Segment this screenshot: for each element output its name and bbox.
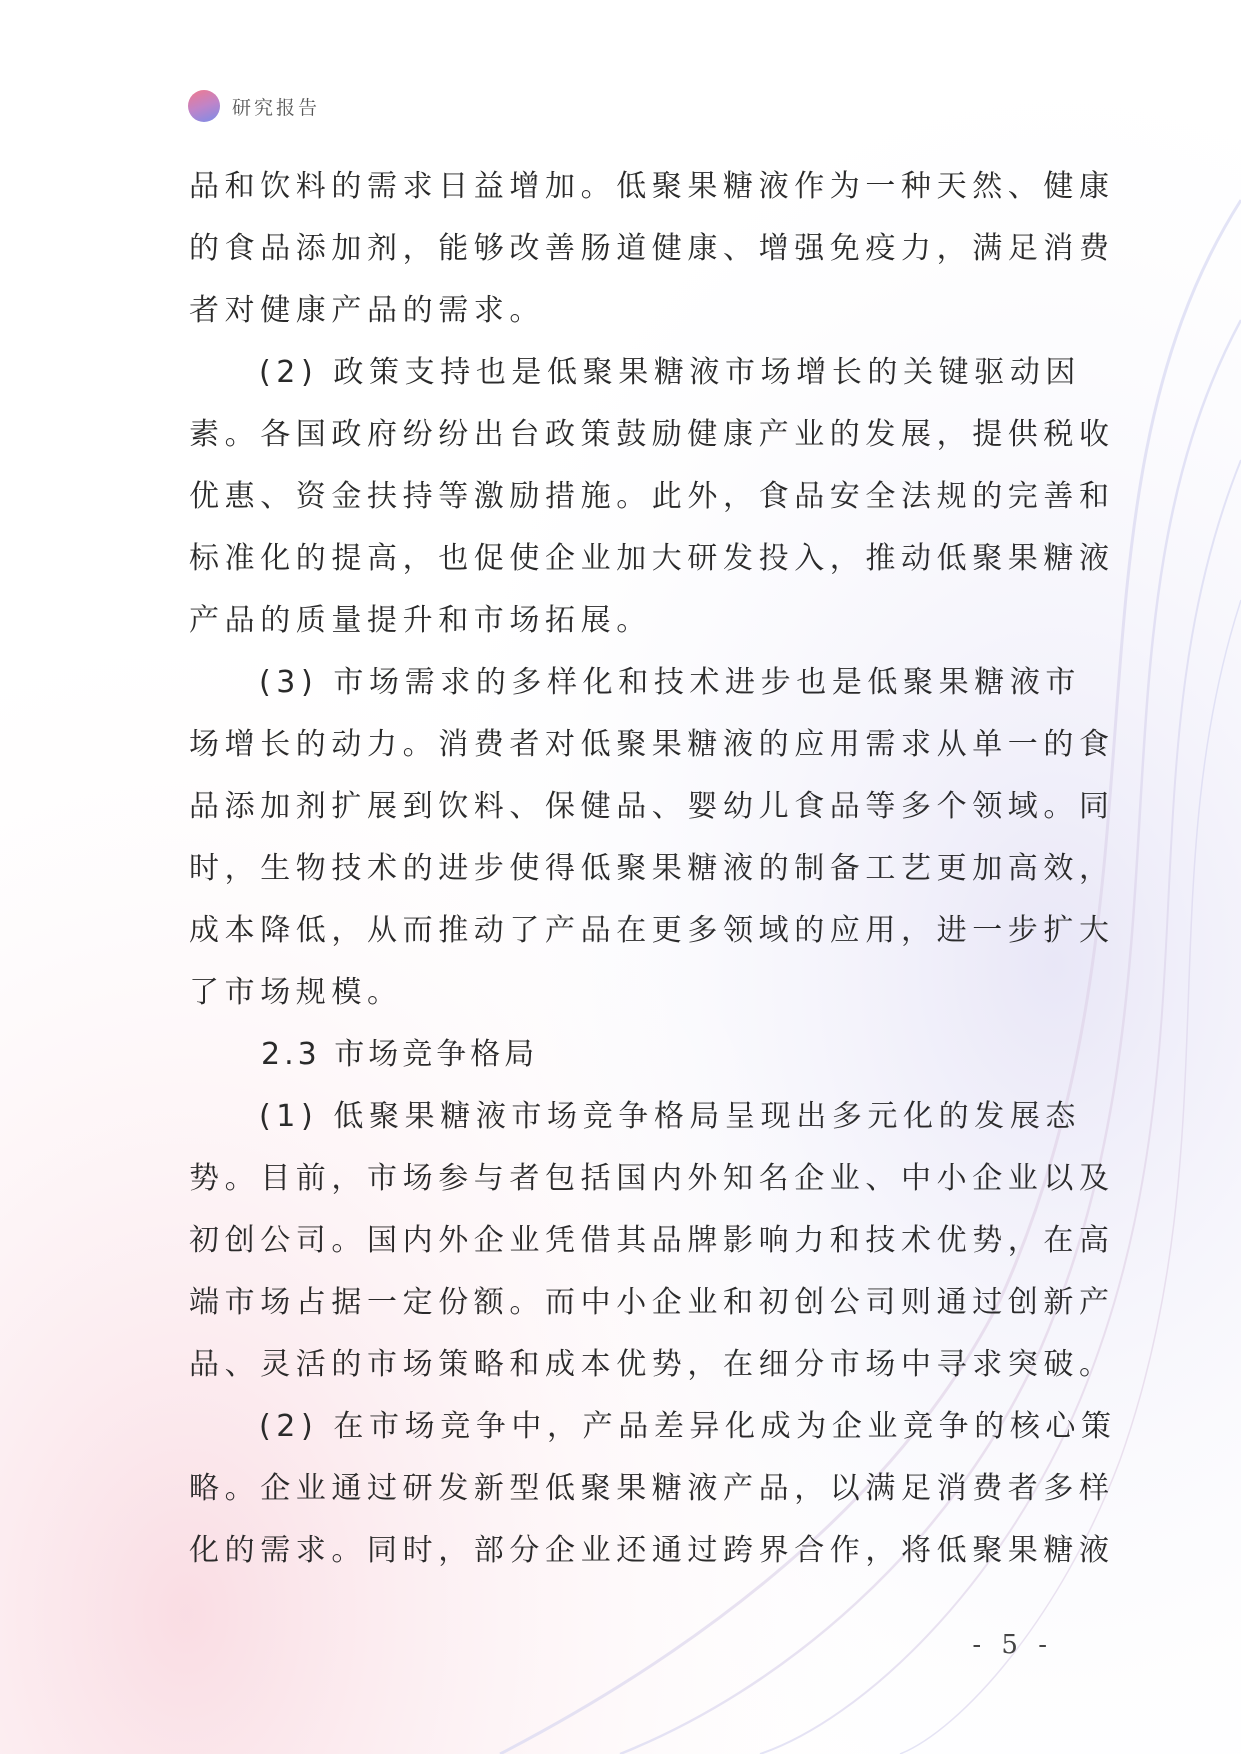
text-line: 端市场占据一定份额。而中小企业和初创公司则通过创新产 <box>189 1285 1115 1320</box>
text-line: 势。目前，市场参与者包括国内外知名企业、中小企业以及 <box>189 1161 1115 1196</box>
text-line: 产品的质量提升和市场拓展。 <box>189 603 652 638</box>
header-title: 研究报告 <box>232 96 321 119</box>
text-line: 了市场规模。 <box>189 975 403 1010</box>
report-header <box>188 88 320 124</box>
text-line: 场增长的动力。消费者对低聚果糖液的应用需求从单一的食 <box>189 727 1115 762</box>
text-line: 优惠、资金扶持等激励措施。此外，食品安全法规的完善和 <box>189 479 1115 514</box>
text-line: 素。各国政府纷纷出台政策鼓励健康产业的发展，提供税收 <box>189 417 1115 452</box>
text-line: 品添加剂扩展到饮料、保健品、婴幼儿食品等多个领域。同 <box>189 789 1115 824</box>
section-heading: 2.3 市场竞争格局 <box>261 1037 539 1072</box>
text-line: 略。企业通过研发新型低聚果糖液产品，以满足消费者多样 <box>189 1471 1115 1506</box>
text-line: 品、灵活的市场策略和成本优势，在细分市场中寻求突破。 <box>189 1347 1115 1382</box>
text-line: 时，生物技术的进步使得低聚果糖液的制备工艺更加高效， <box>189 851 1115 886</box>
text-line: (2) 政策支持也是低聚果糖液市场增长的关键驱动因 <box>259 355 1082 390</box>
text-line: (3) 市场需求的多样化和技术进步也是低聚果糖液市 <box>259 665 1082 700</box>
body-text <box>189 156 1117 1582</box>
text-line: (2) 在市场竞争中，产品差异化成为企业竞争的核心策 <box>259 1409 1117 1444</box>
text-line: 化的需求。同时，部分企业还通过跨界合作，将低聚果糖液 <box>189 1533 1115 1568</box>
text-line: 成本降低，从而推动了产品在更多领域的应用，进一步扩大 <box>189 913 1115 948</box>
text-line: 者对健康产品的需求。 <box>189 293 545 328</box>
page-number: - 5 - <box>972 1630 1053 1660</box>
text-line: (1) 低聚果糖液市场竞争格局呈现出多元化的发展态 <box>259 1099 1082 1134</box>
text-line: 初创公司。国内外企业凭借其品牌影响力和技术优势，在高 <box>189 1223 1115 1258</box>
text-line: 标准化的提高，也促使企业加大研发投入，推动低聚果糖液 <box>189 541 1115 576</box>
logo-circle-icon <box>188 90 220 122</box>
text-line: 品和饮料的需求日益增加。低聚果糖液作为一种天然、健康 <box>189 169 1115 204</box>
text-line: 的食品添加剂，能够改善肠道健康、增强免疫力，满足消费 <box>189 231 1115 266</box>
